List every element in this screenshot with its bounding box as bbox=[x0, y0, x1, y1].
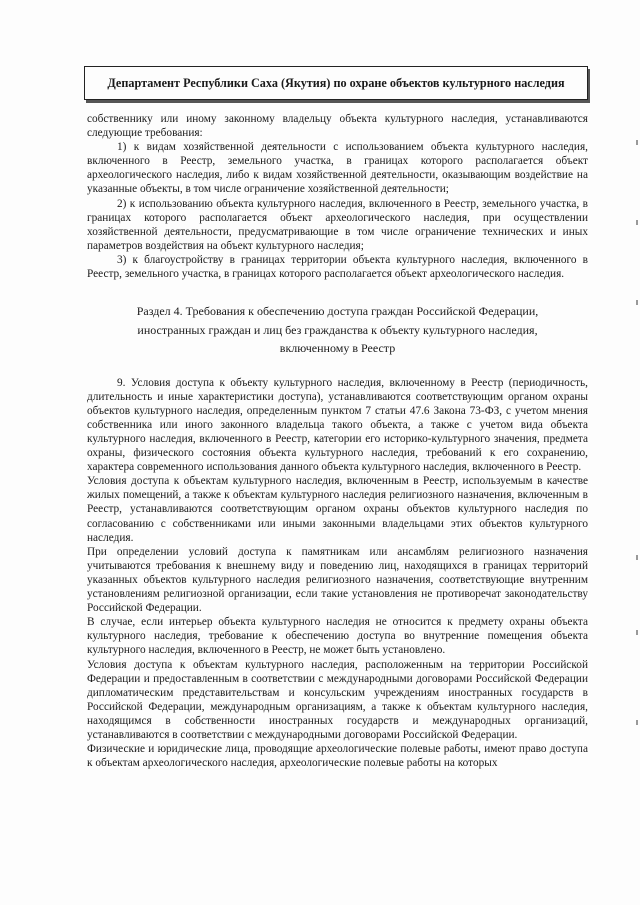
section-heading bbox=[87, 302, 588, 358]
paragraph: 9. Условия доступа к объекту культурного наследия, включенному в Реестр (периодичность, длительность и иные характеристики доступа), устанавливаются соответствующим органом охраны объектов культурного наследия, определенным пунктом 7 статьи 47.6 Закона 73-ФЗ, с учетом мнения собственника или иного законного владельца такого объекта, а также с учетом вида объекта культурного наследия, включенного в Реестр, категории его историко-культурного значения, предмета охраны, физического состояния объекта культурного наследия, требований к его сохранению, характера современного использования данного объекта культурного наследия, включенного в Реестр. bbox=[87, 376, 588, 474]
paragraph: собственнику или иному законному владельцу объекта культурного наследия, устанавливаются следующие требования: bbox=[87, 113, 588, 140]
department-title: Департамент Республики Саха (Якутия) по охране объектов культурного наследия bbox=[107, 75, 565, 90]
paragraph: 3) к благоустройству в границах территории объекта культурного наследия, включенного в Реестр, земельного участка, в границах которого располагается объект археологического наследия. bbox=[87, 253, 588, 281]
scan-edge-mark bbox=[636, 220, 638, 225]
document-body bbox=[87, 112, 588, 770]
scan-edge-mark bbox=[636, 630, 638, 635]
scan-edge-mark bbox=[636, 140, 638, 145]
department-header bbox=[84, 66, 588, 100]
scan-edge-mark bbox=[636, 300, 638, 305]
paragraph: В случае, если интерьер объекта культурного наследия не относится к предмету охраны объекта культурного наследия, требование к обеспечению доступа во внутренние помещения объекта культурного наследия, включенного в Реестр, не может быть установлено. bbox=[87, 616, 588, 657]
paragraph: При определении условий доступа к памятникам или ансамблям религиозного назначения учитываются требования к внешнему виду и поведению лиц, находящихся в границах территорий указанных объектов культурного наследия религиозного назначения, соответствующие внутренним установлениям религиозной организации, если такие установления не противоречат законодательству Российской Федерации. bbox=[87, 545, 588, 615]
section-heading-line: иностранных граждан и лиц без гражданства к объекту культурного наследия, bbox=[137, 322, 538, 337]
section-heading-line: Раздел 4. Требования к обеспечению доступа граждан Российской Федерации, bbox=[136, 304, 539, 319]
paragraph: 2) к использованию объекта культурного наследия, включенного в Реестр, земельного участка, в границах которого располагается объект археологического наследия, при осуществлении хозяйственной деятельности, предусматривающие в том числе ограничение технических и иных параметров воздействия на объект культурного наследия; bbox=[87, 197, 588, 252]
paragraph: Физические и юридические лица, проводящие археологические полевые работы, имеют право доступа к объектам археологического наследия, археологические полевые работы на которых bbox=[87, 743, 588, 770]
paragraph: 1) к видам хозяйственной деятельности с использованием объекта культурного наследия, включенного в Реестр, земельного участка, в границах которого располагается объект археологического наследия, либо к видам хозяйственной деятельности, оказывающим воздействие на указанные объекты, в том числе ограничение хозяйственной деятельности; bbox=[87, 141, 588, 196]
paragraph: Условия доступа к объектам культурного наследия, включенным в Реестр, используемым в качестве жилых помещений, а также к объектам культурного наследия религиозного назначения, включенным в Реестр, устанавливаются соответствующим органом охраны объектов культурного наследия по согласованию с собственниками или иными законными владельцами этих объектов культурного наследия. bbox=[87, 475, 588, 544]
section-heading-line: включенному в Реестр bbox=[279, 341, 396, 356]
scan-edge-mark bbox=[636, 555, 638, 560]
scan-edge-mark bbox=[636, 720, 638, 725]
paragraph: Условия доступа к объектам культурного наследия, расположенным на территории Российской Федерации и предоставленным в соответствии с международными договорами Российской Федерации дипломатическим представительствам и консульским учреждениям иностранных государств в Российской Федерации, международным организациям, а также к объектам культурного наследия, находящимся в собственности иностранных государств и международных организаций, устанавливаются в соответствии с международными договорами Российской Федерации. bbox=[87, 658, 588, 741]
